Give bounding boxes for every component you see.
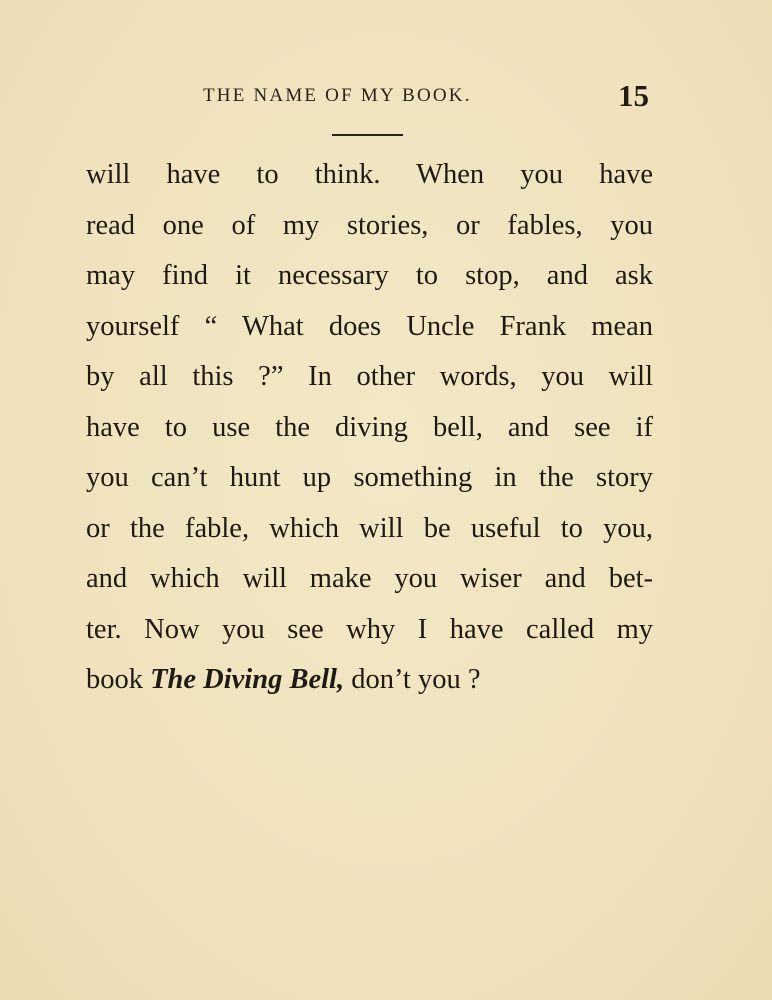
text-line: yourself “ What does Uncle Frank mean	[86, 310, 653, 342]
text-line: may find it necessary to stop, and ask	[86, 260, 653, 291]
body-text	[86, 150, 653, 706]
running-head: THE NAME OF MY BOOK.	[203, 85, 472, 106]
text-line-last	[86, 655, 653, 706]
last-line-before: book	[86, 664, 151, 695]
text-line: you can’t hunt up something in the story	[86, 462, 653, 493]
text-line: ter. Now you see why I have called my	[86, 613, 653, 645]
text-line: will have to think. When you have	[86, 159, 653, 190]
text-line: or the fable, which will be useful to you,	[86, 512, 653, 544]
text-line: have to use the diving bell, and see if	[86, 411, 653, 443]
page-number: 15	[618, 78, 649, 113]
book-title: The Diving Bell,	[150, 664, 345, 695]
text-line: and which will make you wiser and bet-	[86, 563, 653, 594]
text-line: by all this ?” In other words, you will	[86, 361, 653, 392]
text-line: read one of my stories, or fables, you	[86, 209, 653, 241]
header-rule	[332, 134, 403, 136]
last-line-after: don’t you ?	[344, 664, 481, 695]
